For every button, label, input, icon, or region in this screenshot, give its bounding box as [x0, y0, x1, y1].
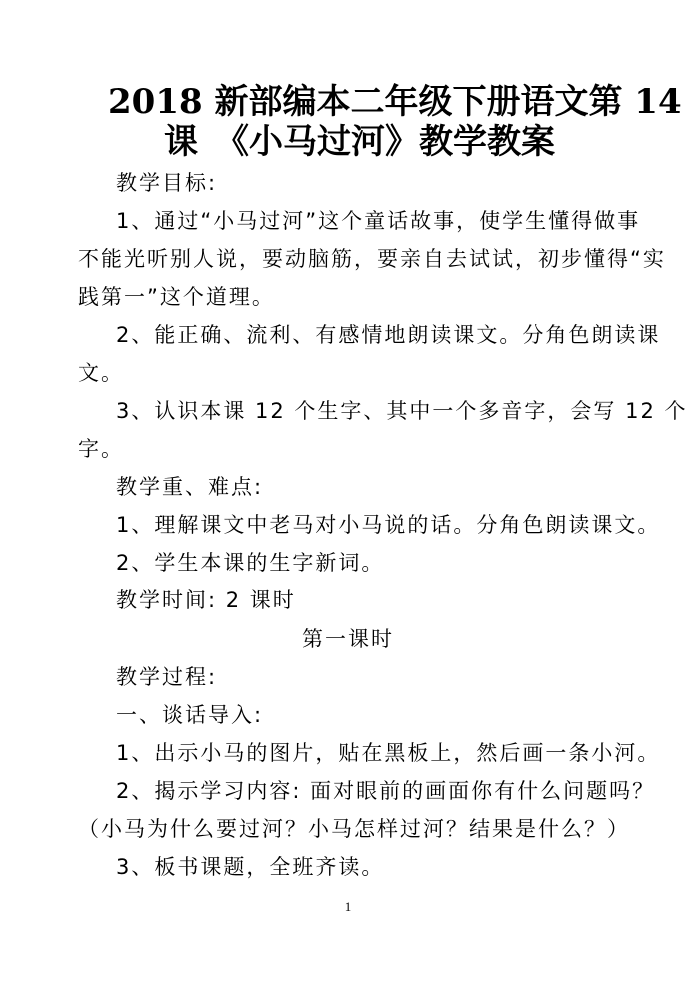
- process-item-3: 3、板书课题，全班齐读。: [116, 855, 385, 879]
- process-step-heading: 一、谈话导入:: [116, 703, 264, 727]
- teaching-time: 教学时间: 2 课时: [116, 588, 296, 612]
- process-item-2-line-1: 2、揭示学习内容: 面对眼前的画面你有什么问题吗？: [116, 779, 656, 803]
- lesson-heading: 第一课时: [302, 627, 394, 651]
- document-title-line-1: 2018 新部编本二年级下册语文第 14: [108, 82, 682, 122]
- key-point-2: 2、学生本课的生字新词。: [116, 551, 385, 575]
- section-heading-process: 教学过程:: [116, 665, 218, 689]
- process-item-2-line-2: （小马为什么要过河？小马怎样过河？结果是什么？）: [78, 817, 630, 841]
- objective-2-line-2: 文。: [78, 361, 124, 385]
- key-point-1: 1、理解课文中老马对小马说的话。分角色朗读课文。: [116, 513, 661, 537]
- objective-3-line-2: 字。: [78, 437, 124, 461]
- objective-1-line-3: 践第一”这个道理。: [78, 285, 275, 309]
- section-heading-objectives: 教学目标:: [116, 171, 218, 195]
- section-heading-key-points: 教学重、难点:: [116, 475, 264, 499]
- objective-3-line-1: 3、认识本课 12 个生字、其中一个多音字，会写 12 个: [116, 399, 688, 423]
- objective-2-line-1: 2、能正确、流利、有感情地朗读课文。分角色朗读课: [116, 323, 661, 347]
- page-number: 1: [344, 899, 352, 914]
- objective-1-line-2: 不能光听别人说，要动脑筋，要亲自去试试，初步懂得“实: [78, 247, 666, 271]
- process-item-1: 1、出示小马的图片，贴在黑板上，然后画一条小河。: [116, 741, 661, 765]
- objective-1-line-1: 1、通过“小马过河”这个童话故事，使学生懂得做事: [116, 209, 641, 233]
- document-title-line-2: 课 《小马过河》教学教案: [164, 122, 555, 162]
